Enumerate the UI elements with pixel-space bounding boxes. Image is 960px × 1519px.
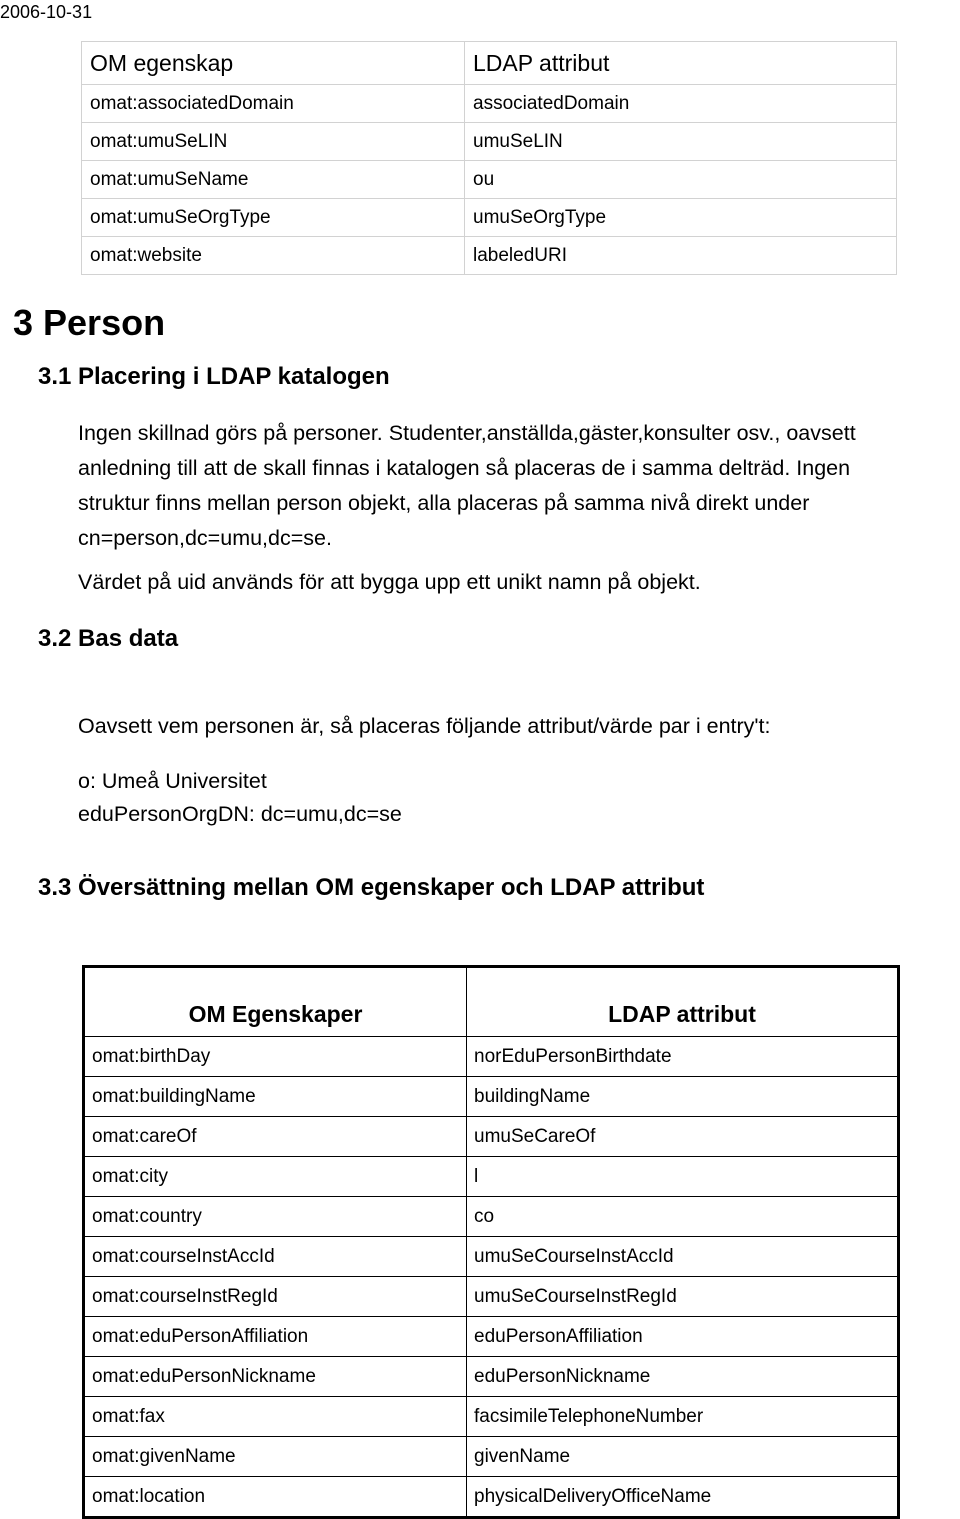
table-header-row — [84, 967, 899, 1037]
paragraph-line: anledning till att de skall finnas i katalogen så placeras de i samma delträd. Ingen — [78, 456, 851, 480]
om-property-cell: omat:courseInstAccId — [84, 1237, 467, 1277]
om-property-cell: omat:birthDay — [84, 1037, 467, 1077]
om-property-cell: omat:country — [84, 1197, 467, 1237]
column-header-om: OM Egenskaper — [84, 967, 467, 1037]
section-heading-person: 3 Person — [13, 302, 166, 343]
om-ldap-mapping-table-2 — [82, 965, 900, 1519]
paragraph-line: cn=person,dc=umu,dc=se. — [78, 526, 332, 550]
om-property-cell: omat:city — [84, 1157, 467, 1197]
table-row — [84, 1237, 899, 1277]
column-header-ldap: LDAP attribut — [465, 42, 897, 85]
om-property-cell: omat:fax — [84, 1397, 467, 1437]
om-property-cell: omat:umuSeName — [82, 161, 465, 199]
ldap-attribute-cell: physicalDeliveryOfficeName — [467, 1477, 899, 1518]
bas-data-orgdn: eduPersonOrgDN: dc=umu,dc=se — [78, 802, 402, 826]
ldap-attribute-cell: labeledURI — [465, 237, 897, 275]
table-row — [82, 199, 897, 237]
ldap-attribute-cell: associatedDomain — [465, 85, 897, 123]
table-row — [84, 1437, 899, 1477]
table-row — [84, 1157, 899, 1197]
om-ldap-mapping-table-1 — [81, 41, 897, 275]
om-property-cell: omat:careOf — [84, 1117, 467, 1157]
bas-data-organization: o: Umeå Universitet — [78, 769, 267, 793]
om-property-cell: omat:umuSeLIN — [82, 123, 465, 161]
table-header-row — [82, 42, 897, 85]
om-property-cell: omat:buildingName — [84, 1077, 467, 1117]
om-property-cell: omat:associatedDomain — [82, 85, 465, 123]
ldap-attribute-cell: norEduPersonBirthdate — [467, 1037, 899, 1077]
ldap-attribute-cell: buildingName — [467, 1077, 899, 1117]
subsection-heading-placering: 3.1 Placering i LDAP katalogen — [38, 363, 390, 390]
document-date: 2006-10-31 — [0, 2, 93, 22]
table-row — [82, 237, 897, 275]
paragraph-line: struktur finns mellan person objekt, alla placeras på samma nivå direkt under — [78, 491, 810, 515]
column-header-ldap: LDAP attribut — [467, 967, 899, 1037]
table-row — [84, 1317, 899, 1357]
om-property-cell: omat:givenName — [84, 1437, 467, 1477]
table-row — [84, 1117, 899, 1157]
ldap-attribute-cell: umuSeCourseInstRegId — [467, 1277, 899, 1317]
table-row — [84, 1277, 899, 1317]
table-row — [84, 1037, 899, 1077]
ldap-attribute-cell: umuSeCourseInstAccId — [467, 1237, 899, 1277]
ldap-attribute-cell: facsimileTelephoneNumber — [467, 1397, 899, 1437]
ldap-attribute-cell: givenName — [467, 1437, 899, 1477]
table-row — [82, 85, 897, 123]
table-row — [82, 161, 897, 199]
placering-paragraph — [78, 416, 960, 556]
om-property-cell: omat:eduPersonNickname — [84, 1357, 467, 1397]
ldap-attribute-cell: umuSeLIN — [465, 123, 897, 161]
ldap-attribute-cell: l — [467, 1157, 899, 1197]
bas-data-intro: Oavsett vem personen är, så placeras följande attribut/värde par i entry't: — [78, 714, 771, 738]
om-property-cell: omat:umuSeOrgType — [82, 199, 465, 237]
ldap-attribute-cell: ou — [465, 161, 897, 199]
om-property-cell: omat:location — [84, 1477, 467, 1518]
table-row — [84, 1397, 899, 1437]
ldap-attribute-cell: co — [467, 1197, 899, 1237]
om-property-cell: omat:website — [82, 237, 465, 275]
subsection-heading-oversattning: 3.3 Översättning mellan OM egenskaper och LDAP attribut — [38, 874, 705, 901]
table-row — [84, 1477, 899, 1518]
uid-paragraph: Värdet på uid används för att bygga upp ett unikt namn på objekt. — [78, 570, 701, 594]
om-property-cell: omat:eduPersonAffiliation — [84, 1317, 467, 1357]
subsection-heading-bas-data: 3.2 Bas data — [38, 625, 179, 652]
column-header-om: OM egenskap — [82, 42, 465, 85]
paragraph-line: Ingen skillnad görs på personer. Studenter,anställda,gäster,konsulter osv., oavsett — [78, 421, 856, 445]
table-row — [82, 123, 897, 161]
table-row — [84, 1077, 899, 1117]
table-row — [84, 1197, 899, 1237]
table-row — [84, 1357, 899, 1397]
ldap-attribute-cell: eduPersonAffiliation — [467, 1317, 899, 1357]
ldap-attribute-cell: umuSeCareOf — [467, 1117, 899, 1157]
ldap-attribute-cell: umuSeOrgType — [465, 199, 897, 237]
ldap-attribute-cell: eduPersonNickname — [467, 1357, 899, 1397]
om-property-cell: omat:courseInstRegId — [84, 1277, 467, 1317]
